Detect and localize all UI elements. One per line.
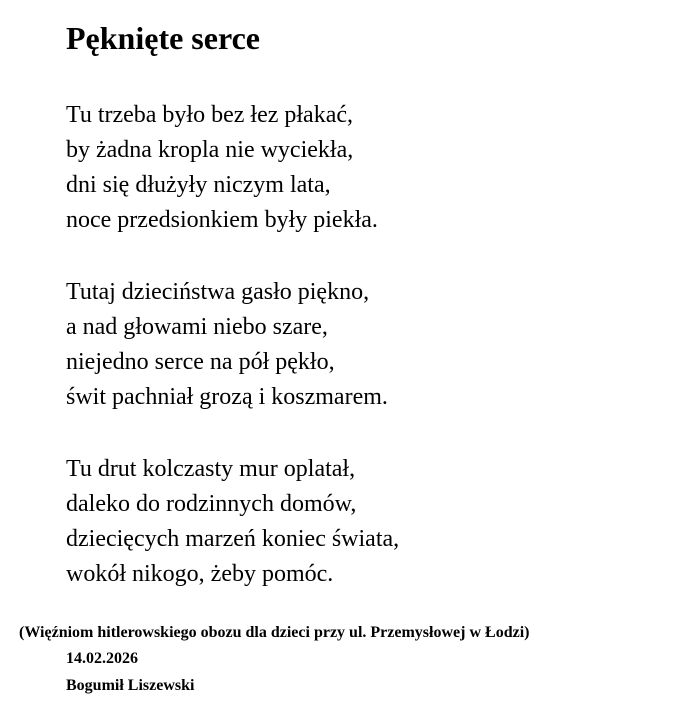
poem-line: noce przedsionkiem były piekła. <box>66 207 378 233</box>
poem-line: świt pachniał grozą i koszmarem. <box>66 384 388 410</box>
poem-line: daleko do rodzinnych domów, <box>66 491 357 517</box>
poem-date: 14.02.2026 <box>66 650 138 667</box>
poem-line: by żadna kropla nie wyciekła, <box>66 137 354 163</box>
poem-line: niejedno serce na pół pękło, <box>66 349 335 375</box>
poem-author: Bogumił Liszewski <box>66 677 195 694</box>
poem-line: Tu trzeba było bez łez płakać, <box>66 102 354 128</box>
poem-line: dni się dłużyły niczym lata, <box>66 172 331 198</box>
stanza-3 <box>66 452 626 592</box>
poem-line: a nad głowami niebo szare, <box>66 314 328 340</box>
poem-line: wokół nikogo, żeby pomóc. <box>66 561 334 587</box>
poem-line: Tutaj dzieciństwa gasło piękno, <box>66 279 370 305</box>
stanza-2 <box>66 275 626 415</box>
dedication: (Więźniom hitlerowskiego obozu dla dzieci przy ul. Przemysłowej w Łodzi) <box>19 624 530 641</box>
poem-line: dziecięcych marzeń koniec świata, <box>66 526 400 552</box>
poem-title: Pęknięte serce <box>66 20 260 56</box>
stanza-1 <box>66 98 626 238</box>
poem-line: Tu drut kolczasty mur oplatał, <box>66 456 356 482</box>
